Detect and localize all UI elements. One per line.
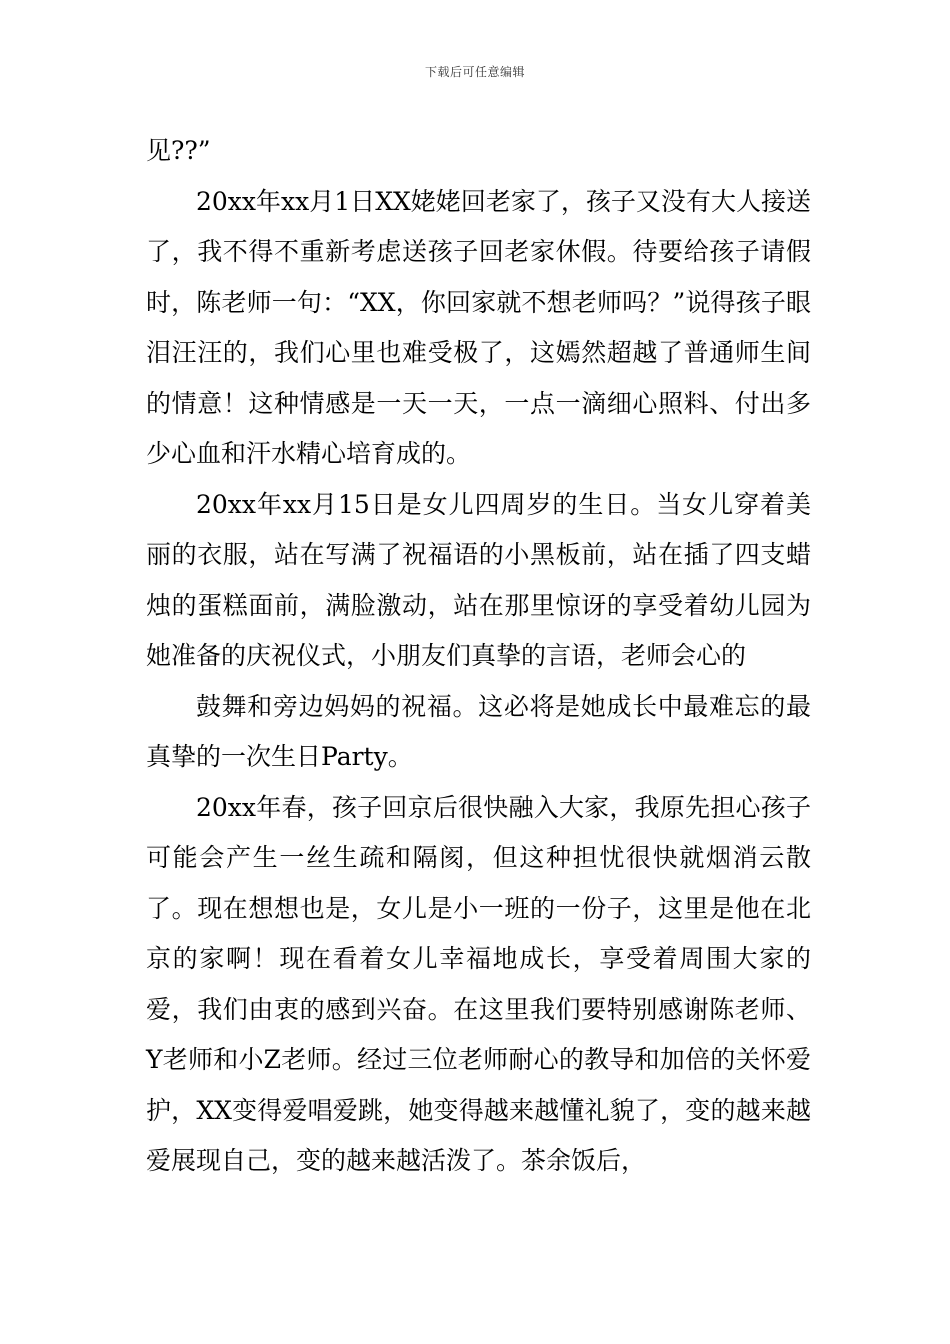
- document-body: [146, 126, 811, 1187]
- page-header: 下载后可任意编辑: [424, 65, 525, 79]
- paragraph-5: 20xx年春，孩子回京后很快融入大家，我原先担心孩子可能会产生一丝生疏和隔阂，但这种担忧很快就烟消云散了。现在想想也是，女儿是小一班的一份子，这里是他在北京的家啊！现在看着女儿幸福地成长，享受着周围大家的爱，我们由衷的感到兴奋。在这里我们要特别感谢陈老师、Y老师和小Z老师。经过三位老师耐心的教导和加倍的关怀爱护，XX变得爱唱爱跳，她变得越来越懂礼貌了，变的越来越爱展现自己，变的越来越活泼了。茶余饭后，: [146, 792, 811, 1175]
- paragraph-2: 20xx年xx月1日XX姥姥回老家了，孩子又没有大人接送了，我不得不重新考虑送孩子回老家休假。待要给孩子请假时，陈老师一句：“XX，你回家就不想老师吗？”说得孩子眼泪汪汪的，我们心里也难受极了，这嫣然超越了普通师生间的情意！这种情感是一天一天，一点一滴细心照料、付出多少心血和汗水精心培育成的。: [146, 186, 811, 468]
- paragraph-4: 鼓舞和旁边妈妈的祝福。这必将是她成长中最难忘的最真挚的一次生日Party。: [146, 691, 811, 771]
- paragraph-1: 见??”: [146, 136, 211, 165]
- paragraph-3: 20xx年xx月15日是女儿四周岁的生日。当女儿穿着美丽的衣服，站在写满了祝福语的小黑板前，站在插了四支蜡烛的蛋糕面前，满脸激动，站在那里惊讶的享受着幼儿园为她准备的庆祝仪式，小朋友们真挚的言语，老师会心的: [146, 489, 811, 670]
